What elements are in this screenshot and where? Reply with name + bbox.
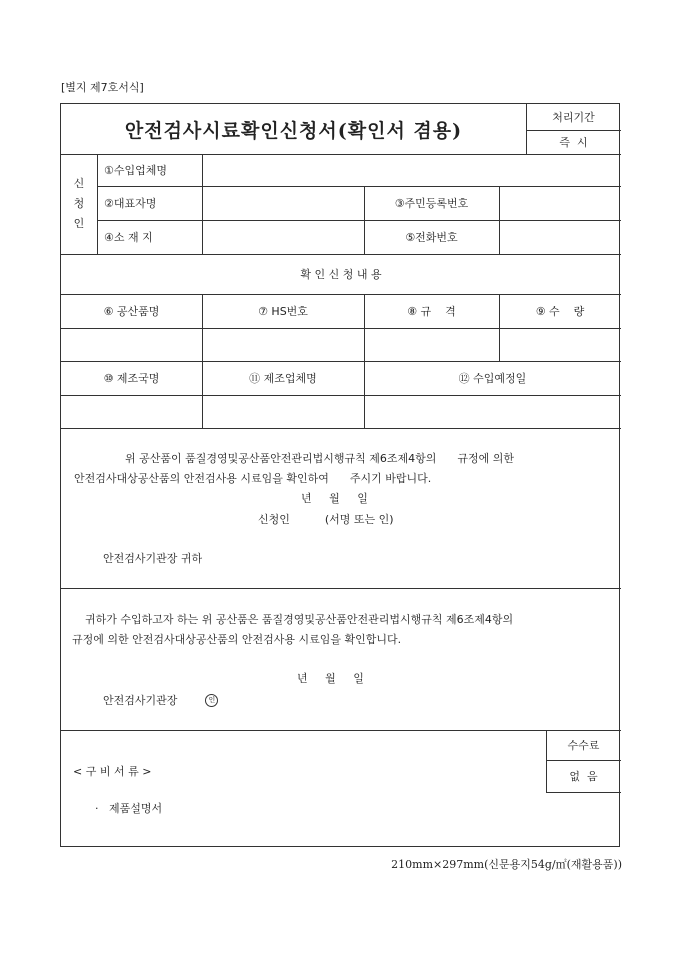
applicant-side-label <box>61 154 97 254</box>
form-frame <box>60 103 620 847</box>
resident-number-label: ③주민등록번호 <box>394 197 469 210</box>
company-name-label: ①수입업체명 <box>104 164 167 177</box>
processing-period-value: 즉 시 <box>559 136 588 149</box>
applicant-signature: 신청인 (서명 또는 인) <box>258 513 394 526</box>
hs-number-header: ⑦ HS번호 <box>258 305 308 318</box>
divider <box>61 588 621 589</box>
fee-label: 수수료 <box>567 739 600 752</box>
request-text-line2: 안전검사대상공산품의 안전검사용 시료임을 확인하여 주시기 바랍니다. <box>74 472 432 485</box>
applicant-char: 인 <box>73 217 85 230</box>
form-title: 안전검사시료확인신청서(확인서 겸용) <box>124 119 463 142</box>
import-date-header: ⑫ 수입예정일 <box>458 372 527 385</box>
hs-number-field[interactable] <box>203 329 364 361</box>
product-name-header: ⑥ 공산품명 <box>103 305 160 318</box>
resident-number-field[interactable] <box>500 187 621 220</box>
request-date: 년 월 일 <box>301 492 368 505</box>
applicant-char: 신 <box>73 177 85 190</box>
required-documents-title: < 구 비 서 류 > <box>73 765 152 778</box>
addressee: 안전검사기관장 귀하 <box>103 552 203 565</box>
divider <box>546 792 621 793</box>
manufacturer-field[interactable] <box>203 396 364 428</box>
specification-header: ⑧ 규 격 <box>407 305 456 318</box>
fee-value: 없 음 <box>569 770 598 783</box>
section-title: 확 인 신 청 내 용 <box>300 268 382 281</box>
confirm-text-line2: 규정에 의한 안전검사대상공산품의 안전검사용 시료임을 확인합니다. <box>72 633 402 646</box>
specification-field[interactable] <box>365 329 499 361</box>
manufacture-country-header: ⑩ 제조국명 <box>103 372 160 385</box>
divider <box>97 154 98 254</box>
request-text-line1: 위 공산품이 품질경영및공산품안전관리법시행규칙 제6조제4항의 규정에 의한 <box>125 452 514 465</box>
representative-field[interactable] <box>203 187 364 220</box>
manufacture-country-field[interactable] <box>62 396 202 428</box>
seal-icon: 인 <box>205 694 218 707</box>
import-date-field[interactable] <box>365 396 621 428</box>
phone-field[interactable] <box>500 221 621 254</box>
required-document-item: · 제품설명서 <box>95 802 163 815</box>
applicant-char: 청 <box>73 197 85 210</box>
issuer-line <box>103 690 218 711</box>
quantity-header: ⑨ 수 량 <box>535 305 585 318</box>
paper-spec: 210mm×297mm(신문용지54g/㎡(재활용품)) <box>391 858 622 871</box>
manufacturer-header: ⑪ 제조업체명 <box>249 372 317 385</box>
product-name-field[interactable] <box>62 329 202 361</box>
divider <box>61 730 621 731</box>
address-field[interactable] <box>203 221 364 254</box>
processing-period-label: 처리기간 <box>552 111 595 124</box>
representative-label: ②대표자명 <box>104 197 157 210</box>
form-label: [별지 제7호서식] <box>61 81 144 94</box>
company-name-field[interactable] <box>203 155 621 186</box>
quantity-field[interactable] <box>500 329 621 361</box>
issuer-name: 안전검사기관장 <box>103 694 178 707</box>
confirm-date: 년 월 일 <box>297 672 364 685</box>
divider <box>61 428 621 429</box>
phone-label: ⑤전화번호 <box>405 231 458 244</box>
confirm-text-line1: 귀하가 수입하고자 하는 위 공산품은 품질경영및공산품안전관리법시행규칙 제6조제4항의 <box>85 613 514 626</box>
address-label: ④소 재 지 <box>104 231 153 244</box>
